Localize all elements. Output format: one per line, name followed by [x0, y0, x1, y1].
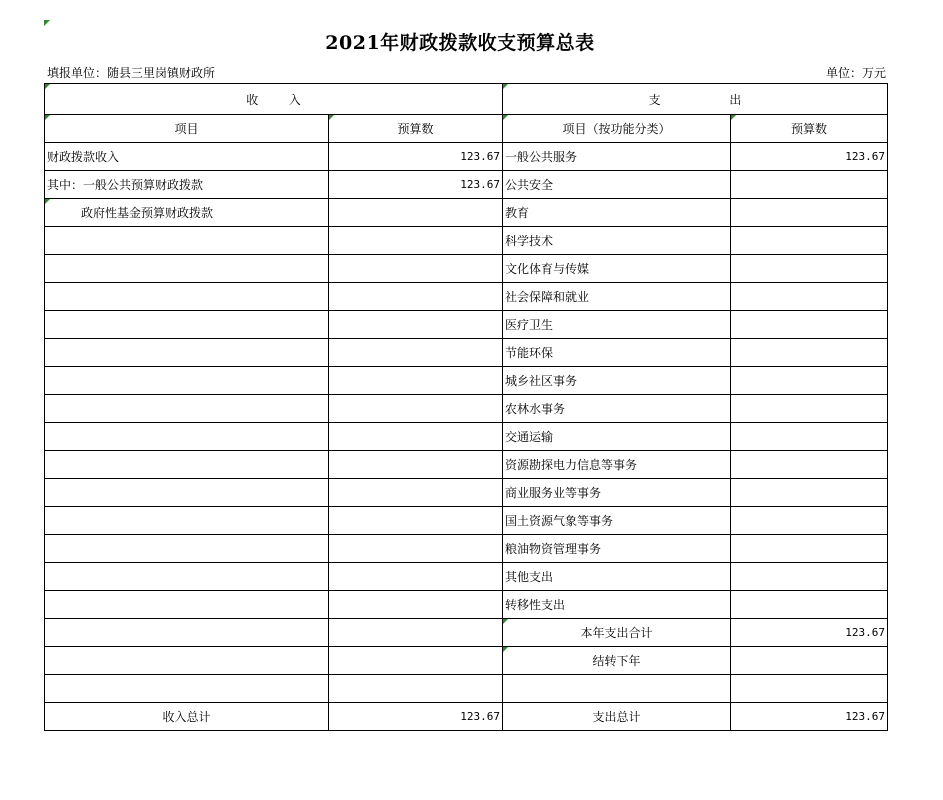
- income-item-cell[interactable]: [45, 619, 329, 647]
- expense-item-cell[interactable]: 文化体育与传媒: [503, 255, 731, 283]
- expense-value-cell[interactable]: 123.67: [731, 143, 888, 171]
- income-value-cell[interactable]: [329, 199, 503, 227]
- table-subheader-row: [45, 115, 888, 143]
- income-item-cell[interactable]: 其中：一般公共预算财政拨款: [45, 171, 329, 199]
- table-row: [45, 199, 888, 227]
- income-item-cell[interactable]: [45, 535, 329, 563]
- expense-item-cell[interactable]: 交通运输: [503, 423, 731, 451]
- table-row: [45, 423, 888, 451]
- table-row: [45, 283, 888, 311]
- income-value-cell[interactable]: [329, 395, 503, 423]
- income-item-cell[interactable]: 政府性基金预算财政拨款: [45, 199, 329, 227]
- income-value-cell[interactable]: [329, 423, 503, 451]
- income-item-cell[interactable]: [45, 395, 329, 423]
- table-header-row: [45, 84, 888, 115]
- income-item-cell[interactable]: 收入总计: [45, 703, 329, 731]
- expense-value-cell[interactable]: [731, 311, 888, 339]
- col-expense-budget[interactable]: 预算数: [731, 115, 888, 143]
- table-row: [45, 255, 888, 283]
- income-value-cell[interactable]: [329, 535, 503, 563]
- cell-comment-marker: [503, 619, 508, 624]
- expense-item-cell[interactable]: 转移性支出: [503, 591, 731, 619]
- page-title: 2021年财政拨款收支预算总表: [325, 32, 595, 54]
- table-row: [45, 703, 888, 731]
- budget-table: [44, 83, 888, 731]
- expense-item-cell[interactable]: 节能环保: [503, 339, 731, 367]
- cell-comment-marker: [45, 199, 50, 204]
- table-row: [45, 479, 888, 507]
- col-income-item[interactable]: 项目: [45, 115, 329, 143]
- table-row: [45, 227, 888, 255]
- expense-value-cell[interactable]: [731, 591, 888, 619]
- col-income-budget[interactable]: 预算数: [329, 115, 503, 143]
- income-item-cell[interactable]: [45, 563, 329, 591]
- income-value-cell[interactable]: [329, 367, 503, 395]
- table-row: [45, 675, 888, 703]
- cell-comment-marker: [503, 647, 508, 652]
- expense-item-cell[interactable]: 粮油物资管理事务: [503, 535, 731, 563]
- expense-item-cell[interactable]: 教育: [503, 199, 731, 227]
- income-value-cell[interactable]: 123.67: [329, 171, 503, 199]
- expense-value-cell[interactable]: 123.67: [731, 703, 888, 731]
- income-value-cell[interactable]: [329, 675, 503, 703]
- income-value-cell[interactable]: [329, 507, 503, 535]
- income-item-cell[interactable]: [45, 479, 329, 507]
- currency-unit: 单位：万元: [825, 66, 886, 80]
- income-value-cell[interactable]: 123.67: [329, 703, 503, 731]
- income-item-cell[interactable]: [45, 311, 329, 339]
- expense-item-cell[interactable]: 商业服务业等事务: [503, 479, 731, 507]
- income-value-cell[interactable]: [329, 591, 503, 619]
- income-item-cell[interactable]: [45, 647, 329, 675]
- income-value-cell[interactable]: [329, 619, 503, 647]
- table-row: [45, 647, 888, 675]
- expense-value-cell[interactable]: [731, 227, 888, 255]
- expense-item-cell[interactable]: 国土资源气象等事务: [503, 507, 731, 535]
- income-item-cell[interactable]: [45, 255, 329, 283]
- expense-value-cell[interactable]: [731, 199, 888, 227]
- income-value-cell[interactable]: [329, 311, 503, 339]
- table-row: [45, 171, 888, 199]
- expense-item-cell[interactable]: 支出总计: [503, 703, 731, 731]
- expense-item-cell[interactable]: 农林水事务: [503, 395, 731, 423]
- cell-comment-marker: [44, 20, 50, 26]
- expense-item-cell[interactable]: 科学技术: [503, 227, 731, 255]
- table-row: [45, 311, 888, 339]
- expense-value-cell[interactable]: [731, 535, 888, 563]
- expense-value-cell[interactable]: [731, 647, 888, 675]
- col-expense-item[interactable]: 项目（按功能分类）: [503, 115, 731, 143]
- income-item-cell[interactable]: [45, 675, 329, 703]
- income-value-cell[interactable]: [329, 283, 503, 311]
- expense-value-cell[interactable]: [731, 423, 888, 451]
- expense-item-cell[interactable]: 本年支出合计: [503, 619, 731, 647]
- expense-value-cell[interactable]: [731, 395, 888, 423]
- expense-value-cell[interactable]: 123.67: [731, 619, 888, 647]
- income-item-cell[interactable]: [45, 227, 329, 255]
- table-row: [45, 143, 888, 171]
- expense-value-cell[interactable]: [731, 675, 888, 703]
- expense-item-cell[interactable]: 一般公共服务: [503, 143, 731, 171]
- expense-item-cell[interactable]: 城乡社区事务: [503, 367, 731, 395]
- table-row: [45, 451, 888, 479]
- income-value-cell[interactable]: 123.67: [329, 143, 503, 171]
- expense-value-cell[interactable]: [731, 563, 888, 591]
- expense-header[interactable]: 支 出: [503, 84, 888, 115]
- expense-item-cell[interactable]: 医疗卫生: [503, 311, 731, 339]
- income-value-cell[interactable]: [329, 479, 503, 507]
- expense-value-cell[interactable]: [731, 507, 888, 535]
- income-value-cell[interactable]: [329, 451, 503, 479]
- income-item-cell[interactable]: 财政拨款收入: [45, 143, 329, 171]
- income-item-cell[interactable]: [45, 451, 329, 479]
- table-row: [45, 339, 888, 367]
- expense-item-cell[interactable]: 其他支出: [503, 563, 731, 591]
- income-item-cell[interactable]: [45, 591, 329, 619]
- income-value-cell[interactable]: [329, 339, 503, 367]
- income-value-cell[interactable]: [329, 647, 503, 675]
- income-value-cell[interactable]: [329, 563, 503, 591]
- expense-value-cell[interactable]: [731, 339, 888, 367]
- expense-value-cell[interactable]: [731, 255, 888, 283]
- expense-value-cell[interactable]: [731, 479, 888, 507]
- table-row: [45, 507, 888, 535]
- table-row: [45, 591, 888, 619]
- expense-item-cell[interactable]: 资源勘探电力信息等事务: [503, 451, 731, 479]
- table-row: [45, 619, 888, 647]
- income-item-cell[interactable]: [45, 423, 329, 451]
- table-row: [45, 367, 888, 395]
- income-item-cell[interactable]: [45, 339, 329, 367]
- income-item-cell[interactable]: [45, 367, 329, 395]
- expense-item-cell[interactable]: [503, 675, 731, 703]
- expense-value-cell[interactable]: [731, 171, 888, 199]
- expense-value-cell[interactable]: [731, 367, 888, 395]
- table-row: [45, 395, 888, 423]
- table-row: [45, 563, 888, 591]
- expense-item-cell[interactable]: 公共安全: [503, 171, 731, 199]
- table-row: [45, 535, 888, 563]
- reporting-unit: 填报单位：随县三里岗镇财政所: [47, 66, 216, 80]
- income-value-cell[interactable]: [329, 227, 503, 255]
- income-item-cell[interactable]: [45, 507, 329, 535]
- income-item-cell[interactable]: [45, 283, 329, 311]
- expense-value-cell[interactable]: [731, 451, 888, 479]
- expense-item-cell[interactable]: 结转下年: [503, 647, 731, 675]
- income-value-cell[interactable]: [329, 255, 503, 283]
- income-header[interactable]: 收 入: [45, 84, 503, 115]
- expense-item-cell[interactable]: 社会保障和就业: [503, 283, 731, 311]
- expense-value-cell[interactable]: [731, 283, 888, 311]
